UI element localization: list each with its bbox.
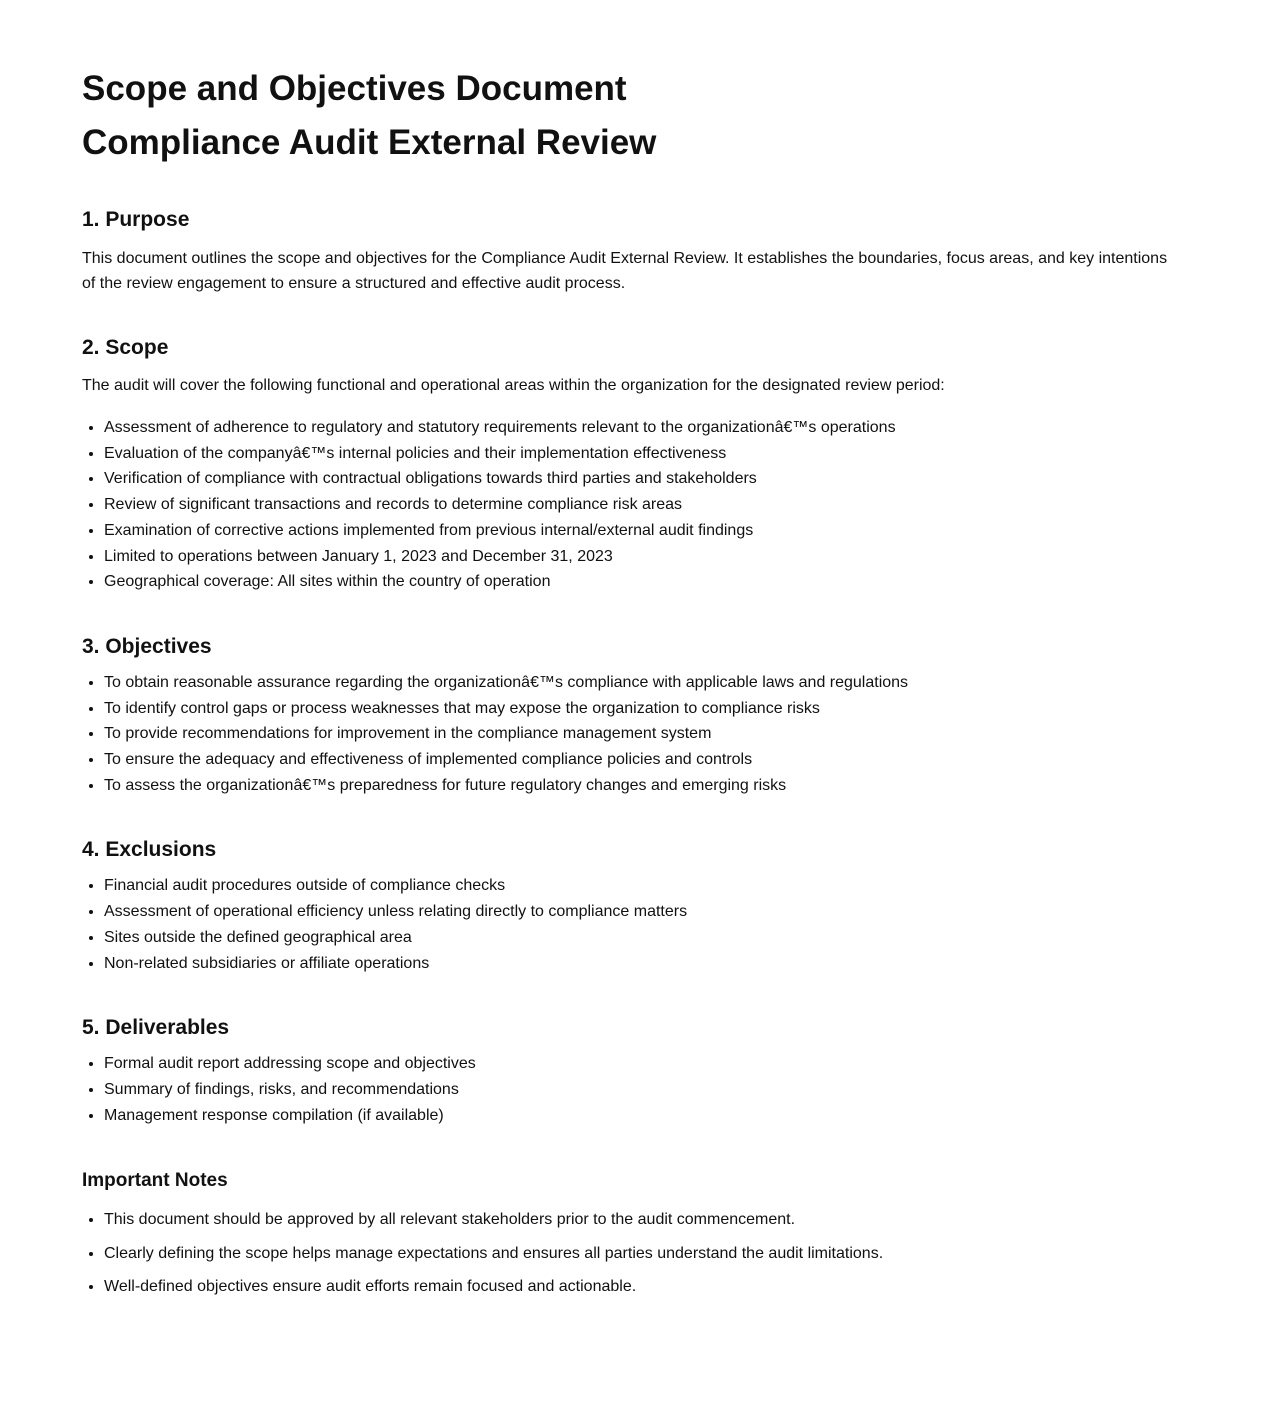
scope-item: • Limited to operations between January 1, 2023 and December 31, 2023 (104, 544, 1181, 570)
scope-item: • Examination of corrective actions implemented from previous internal/external audit findings (104, 518, 1181, 544)
scope-item: • Geographical coverage: All sites within the country of operation (104, 569, 1181, 595)
exclusions-section (82, 836, 1181, 976)
scope-heading: 2. Scope (82, 336, 169, 359)
scope-item: • Evaluation of the companyâ€™s internal policies and their implementation effectiveness (104, 441, 1181, 467)
deliverables-heading: 5. Deliverables (82, 1016, 230, 1040)
deliverable-item: • Formal audit report addressing scope and objectives (104, 1051, 1181, 1077)
scope-list (82, 415, 1181, 595)
scope-item: • Verification of compliance with contractual obligations towards third parties and stakeholders (104, 466, 1181, 492)
title-line-1: Scope and Objectives Document (82, 69, 627, 108)
scope-item: • Assessment of adherence to regulatory and statutory requirements relevant to the organizationâ€™s operations (104, 415, 1181, 441)
objectives-section (82, 633, 1181, 799)
purpose-text: This document outlines the scope and objectives for the Compliance Audit External Review. It establishes the boundaries, focus areas, and key intentions of the review engagement to ensure a structured and effective audit process. (82, 250, 1168, 292)
objectives-heading: 3. Objectives (82, 634, 212, 658)
exclusion-item: • Non-related subsidiaries or affiliate operations (104, 951, 1181, 977)
important-notes-section (82, 1168, 1181, 1299)
deliverables-list (82, 1051, 1181, 1128)
notes-list (82, 1207, 1181, 1299)
note-item: • This document should be approved by all relevant stakeholders prior to the audit commencement. (104, 1207, 1181, 1232)
exclusion-item: • Assessment of operational efficiency unless relating directly to compliance matters (104, 899, 1181, 925)
title-line-2: Compliance Audit External Review (82, 123, 657, 162)
purpose-section (82, 206, 1181, 296)
note-item: • Clearly defining the scope helps manage expectations and ensures all parties understand the audit limitations. (104, 1241, 1181, 1266)
deliverable-item: • Management response compilation (if available) (104, 1103, 1181, 1129)
objective-item: • To provide recommendations for improvement in the compliance management system (104, 721, 1181, 747)
exclusion-item: • Financial audit procedures outside of compliance checks (104, 873, 1181, 899)
scope-item: • Review of significant transactions and records to determine compliance risk areas (104, 492, 1181, 518)
deliverable-item: • Summary of findings, risks, and recommendations (104, 1077, 1181, 1103)
objective-item: • To obtain reasonable assurance regarding the organizationâ€™s compliance with applicable laws and regulations (104, 670, 1181, 696)
important-notes-heading: Important Notes (82, 1170, 228, 1192)
scope-section (82, 334, 1181, 595)
objective-item: • To ensure the adequacy and effectiveness of implemented compliance policies and controls (104, 747, 1181, 773)
objective-item: • To assess the organizationâ€™s preparedness for future regulatory changes and emerging risks (104, 773, 1181, 799)
exclusions-list (82, 873, 1181, 976)
exclusions-heading: 4. Exclusions (82, 838, 217, 862)
purpose-heading: 1. Purpose (82, 208, 190, 231)
document-title (82, 62, 1181, 170)
objectives-list (82, 670, 1181, 799)
note-item: • Well-defined objectives ensure audit efforts remain focused and actionable. (104, 1274, 1181, 1299)
exclusion-item: • Sites outside the defined geographical area (104, 925, 1181, 951)
scope-intro: The audit will cover the following functional and operational areas within the organization for the designated review period: (82, 377, 945, 394)
objective-item: • To identify control gaps or process weaknesses that may expose the organization to compliance risks (104, 696, 1181, 722)
deliverables-section (82, 1014, 1181, 1128)
